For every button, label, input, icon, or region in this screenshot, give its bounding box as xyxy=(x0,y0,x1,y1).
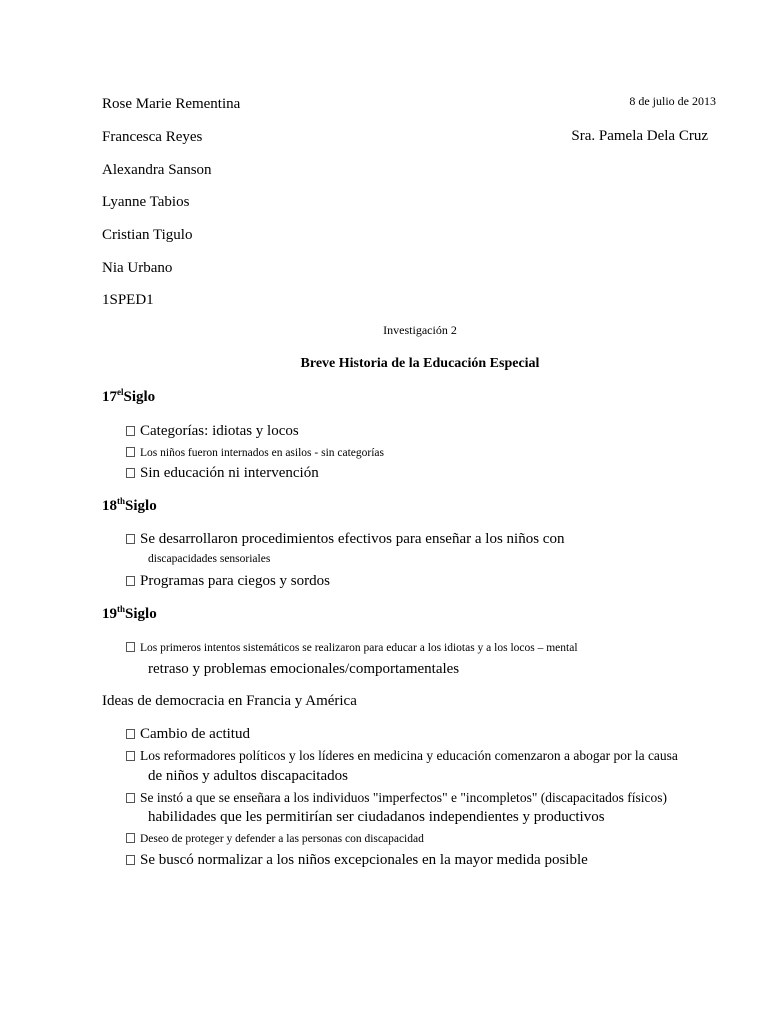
author-name: Alexandra Sanson xyxy=(102,162,212,178)
list-item-continuation: retraso y problemas emocionales/comportamentales xyxy=(148,661,460,677)
list-item-continuation: de niños y adultos discapacitados xyxy=(148,768,348,784)
list-item: Categorías: idiotas y locos xyxy=(126,423,299,440)
checkbox-bullet-icon xyxy=(126,468,135,478)
list-item: Programas para ciegos y sordos xyxy=(126,573,330,590)
checkbox-bullet-icon xyxy=(126,729,135,739)
list-item: Deseo de proteger y defender a las personas con discapacidad xyxy=(126,833,424,845)
author-name: Cristian Tigulo xyxy=(102,227,193,243)
teacher-name: Sra. Pamela Dela Cruz xyxy=(571,128,708,144)
section-heading-19: 19thSiglo xyxy=(102,604,157,622)
document-subtitle: Investigación 2 xyxy=(383,323,457,337)
author-name: Nia Urbano xyxy=(102,260,173,276)
list-item: Se instó a que se enseñara a los individuos "imperfectos" e "incompletos" (discapacitados físicos) xyxy=(126,790,667,806)
document-date: 8 de julio de 2013 xyxy=(629,94,716,108)
section-heading-democracy: Ideas de democracia en Francia y América xyxy=(102,693,357,709)
list-item-continuation: habilidades que les permitirían ser ciudadanos independientes y productivos xyxy=(148,809,605,825)
checkbox-bullet-icon xyxy=(126,642,135,652)
checkbox-bullet-icon xyxy=(126,426,135,436)
section-heading-17: $17^{el}Siglo$ xyxy=(102,387,156,405)
author-name: Rose Marie Rementina xyxy=(102,96,241,112)
checkbox-bullet-icon xyxy=(126,833,135,843)
list-item: Se buscó normalizar a los niños excepcionales en la mayor medida posible xyxy=(126,852,588,869)
list-item: Los niños fueron internados en asilos - sin categorías xyxy=(126,447,384,459)
author-name: Francesca Reyes xyxy=(102,129,203,145)
checkbox-bullet-icon xyxy=(126,751,135,761)
list-item: Cambio de actitud xyxy=(126,726,250,743)
checkbox-bullet-icon xyxy=(126,576,135,586)
checkbox-bullet-icon xyxy=(126,855,135,865)
checkbox-bullet-icon xyxy=(126,447,135,457)
document-title: Breve Historia de la Educación Especial xyxy=(300,356,540,371)
list-item-continuation: discapacidades sensoriales xyxy=(148,553,271,565)
list-item: Se desarrollaron procedimientos efectivos para enseñar a los niños con xyxy=(126,531,564,548)
author-name: Lyanne Tabios xyxy=(102,194,190,210)
section-heading-18: 18thSiglo xyxy=(102,496,157,514)
list-item: Los primeros intentos sistemáticos se realizaron para educar a los idiotas y a los locos – mental xyxy=(126,642,578,654)
class-section: 1SPED1 xyxy=(102,292,154,308)
checkbox-bullet-icon xyxy=(126,793,135,803)
list-item: Sin educación ni intervención xyxy=(126,465,319,482)
list-item: Los reformadores políticos y los líderes en medicina y educación comenzaron a abogar por la causa xyxy=(126,748,678,764)
checkbox-bullet-icon xyxy=(126,534,135,544)
